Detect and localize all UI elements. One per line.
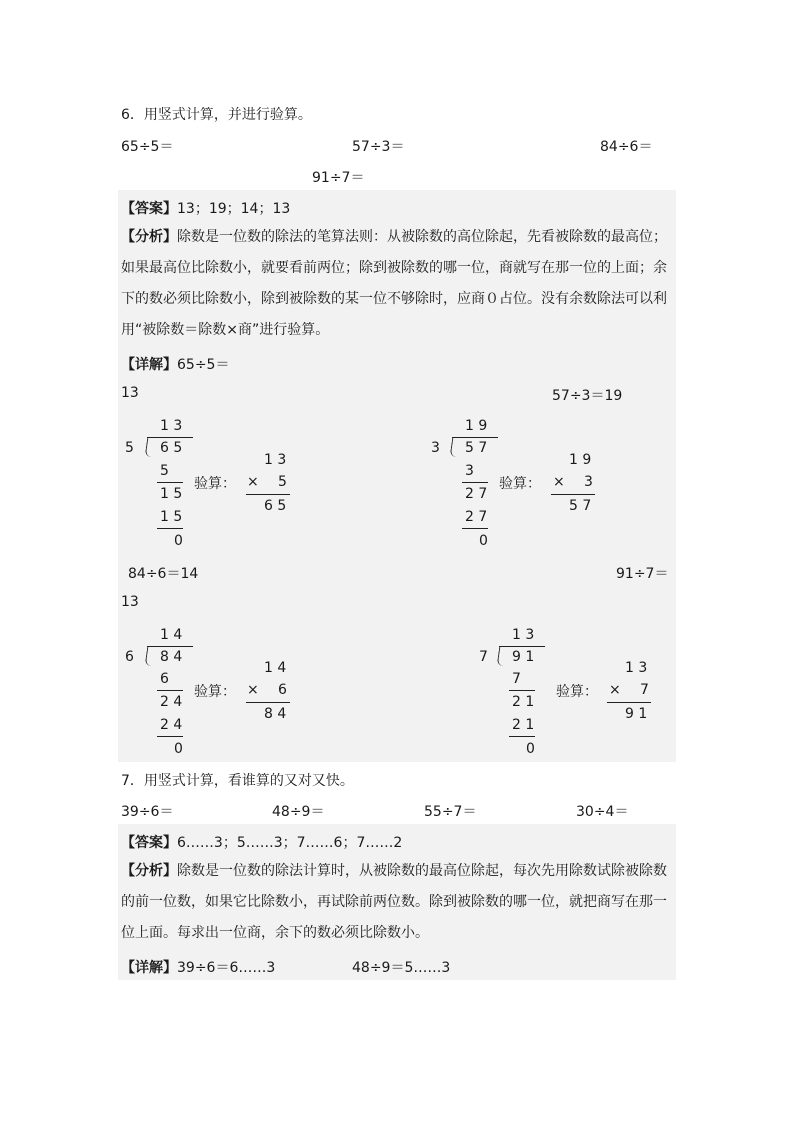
final-remainder: 0 [174, 533, 183, 549]
check-top: 1 4 [264, 660, 287, 676]
divisor: 5 [125, 440, 134, 456]
q6-problem-1: 65÷5＝ [121, 139, 174, 155]
step-remainder-1: 2 1 [512, 694, 535, 710]
detail-1: 39÷6＝6……3 [177, 960, 276, 976]
quotient: 1 3 [160, 418, 183, 434]
check-multiplier: 5 [278, 474, 287, 490]
check-result: 8 4 [264, 706, 287, 722]
final-remainder: 0 [174, 741, 183, 757]
answer-text: 13；19；14；13 [177, 201, 291, 217]
divisor: 6 [125, 649, 134, 665]
q7-problem-4: 30÷4＝ [576, 804, 629, 820]
analysis-label: 【分析】 [121, 229, 177, 245]
q7-detail-2: 48÷9＝5……3 [352, 960, 451, 976]
equation-2: 57÷3＝19 [552, 388, 623, 404]
step-product-2: 1 5 [160, 509, 183, 525]
step-product-1: 3 [465, 463, 474, 479]
detail-label: 【详解】 [121, 357, 177, 373]
result-1: 13 [121, 385, 139, 401]
step-line-2 [509, 736, 535, 737]
check-multiplier: 7 [640, 682, 649, 698]
step-remainder-1: 1 5 [160, 486, 183, 502]
dividend: 6 5 [160, 440, 183, 456]
analysis-label: 【分析】 [121, 863, 177, 879]
step-product-2: 2 7 [465, 509, 488, 525]
dividend: 9 1 [512, 649, 535, 665]
answer-label: 【答案】 [121, 835, 177, 851]
check-label: 验算： [194, 476, 236, 492]
check-multiplier: 3 [584, 474, 593, 490]
quotient: 1 4 [160, 627, 183, 643]
equation-4: 91÷7＝ [616, 566, 669, 582]
step-line-1 [509, 690, 535, 691]
times-sign: × [609, 682, 621, 698]
check-result: 6 5 [264, 498, 287, 514]
check-label: 验算： [194, 684, 236, 700]
check-top: 1 9 [569, 452, 592, 468]
q6-answer [121, 198, 290, 218]
step-line-2 [157, 528, 183, 529]
step-line-2 [462, 528, 488, 529]
dividend: 8 4 [160, 649, 183, 665]
quotient: 1 3 [512, 627, 535, 643]
step-remainder-1: 2 7 [465, 486, 488, 502]
equation-3: 84÷6＝14 [128, 566, 199, 582]
step-product-2: 2 1 [512, 717, 535, 733]
step-line-2 [157, 736, 183, 737]
final-remainder: 0 [479, 533, 488, 549]
q6-problem-3: 84÷6＝ [600, 139, 653, 155]
q7-answer [121, 832, 402, 852]
check-multiplier: 6 [278, 682, 287, 698]
check-label: 验算： [499, 476, 541, 492]
times-sign: × [553, 474, 565, 490]
analysis-text: 除数是一位数的除法的笔算法则：从被除数的高位除起，先看被除数的最高位；如果最高位比除数小，就要看前两位；除到被除数的哪一位，商就写在那一位的上面；余下的数必须比除数小，除到被除数的某一位不够除时，应商０占位。没有余数除法可以利用“被除数＝除数×商”进行验算。 [121, 229, 667, 338]
check-top: 1 3 [625, 660, 648, 676]
step-product-1: 7 [512, 671, 521, 687]
step-line-1 [157, 690, 183, 691]
step-product-2: 2 4 [160, 717, 183, 733]
q6-analysis [121, 222, 673, 346]
q6-title: 6．用竖式计算，并进行验算。 [121, 107, 312, 123]
check-line [607, 702, 651, 703]
q7-problem-3: 55÷7＝ [424, 804, 477, 820]
times-sign: × [247, 474, 259, 490]
q7-analysis [121, 856, 673, 949]
step-remainder-1: 2 4 [160, 694, 183, 710]
answer-text: 6……3；5……3；7……6；7……2 [177, 835, 403, 851]
step-product-1: 5 [160, 463, 169, 479]
check-result: 5 7 [569, 498, 592, 514]
q6-problem-2: 57÷3＝ [352, 139, 405, 155]
divisor: 3 [431, 440, 440, 456]
q6-problem-4: 91÷7＝ [312, 170, 365, 186]
q7-problem-1: 39÷6＝ [121, 804, 174, 820]
divisor: 7 [479, 649, 488, 665]
check-line [551, 494, 595, 495]
step-product-1: 6 [160, 671, 169, 687]
step-line-1 [462, 482, 488, 483]
step-line-1 [157, 482, 183, 483]
q7-detail [121, 957, 275, 977]
quotient: 1 9 [465, 418, 488, 434]
detail-first: 65÷5＝ [177, 357, 230, 373]
times-sign: × [247, 682, 259, 698]
final-remainder: 0 [526, 741, 535, 757]
check-result: 9 1 [625, 706, 648, 722]
q7-problem-2: 48÷9＝ [272, 804, 325, 820]
check-line [246, 494, 290, 495]
q7-title: 7．用竖式计算，看谁算的又对又快。 [121, 773, 354, 789]
q6-detail [121, 354, 229, 374]
analysis-text: 除数是一位数的除法计算时，从被除数的最高位除起，每次先用除数试除被除数的前一位数，如果它比除数小，再试除前两位数。除到被除数的哪一位，就把商写在那一位上面。每求出一位商，余下的数必须比除数小。 [121, 863, 667, 941]
answer-label: 【答案】 [121, 201, 177, 217]
check-label: 验算： [556, 684, 598, 700]
check-top: 1 3 [264, 452, 287, 468]
dividend: 5 7 [465, 440, 488, 456]
detail-label: 【详解】 [121, 960, 177, 976]
check-line [246, 702, 290, 703]
result-4: 13 [121, 594, 139, 610]
